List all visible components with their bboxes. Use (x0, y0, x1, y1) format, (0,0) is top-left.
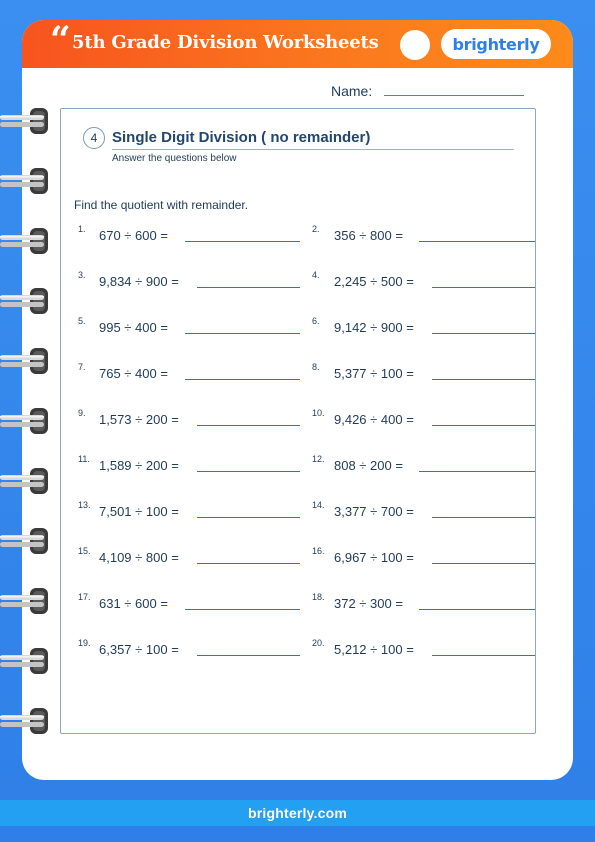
answer-line[interactable] (419, 471, 535, 472)
section-title: Single Digit Division ( no remainder) (112, 129, 371, 146)
answer-line[interactable] (197, 563, 300, 564)
problem-number: 6. (312, 316, 320, 326)
problem-expression: 2,245 ÷ 500 = (334, 274, 414, 289)
problem-item (312, 408, 536, 426)
brighterly-logo (441, 29, 551, 59)
binding-ring (0, 706, 52, 736)
problem-item (78, 224, 308, 242)
problem-number: 15. (78, 546, 91, 556)
answer-line[interactable] (432, 563, 535, 564)
answer-line[interactable] (419, 609, 535, 610)
circle-decoration (400, 30, 430, 60)
problem-number: 2. (312, 224, 320, 234)
binding-ring (0, 406, 52, 436)
footer-bar (0, 800, 595, 826)
problem-number: 1. (78, 224, 86, 234)
problem-number: 3. (78, 270, 86, 280)
binding-ring (0, 226, 52, 256)
answer-line[interactable] (185, 609, 300, 610)
problem-item (78, 500, 308, 518)
binding-ring (0, 646, 52, 676)
problem-item (312, 638, 536, 656)
binding-ring (0, 466, 52, 496)
problem-item (78, 408, 308, 426)
answer-line[interactable] (197, 471, 300, 472)
problem-item (312, 592, 536, 610)
answer-line[interactable] (432, 517, 535, 518)
problem-number: 16. (312, 546, 325, 556)
problem-number: 12. (312, 454, 325, 464)
problem-expression: 9,426 ÷ 400 = (334, 412, 414, 427)
footer-url[interactable]: brighterly.com (247, 805, 347, 821)
instruction-text: Find the quotient with remainder. (74, 198, 249, 212)
problem-expression: 7,501 ÷ 100 = (99, 504, 179, 519)
problem-number: 7. (78, 362, 86, 372)
problem-expression: 5,212 ÷ 100 = (334, 642, 414, 657)
section-number: 4 (83, 127, 105, 149)
problem-expression: 1,589 ÷ 200 = (99, 458, 179, 473)
problem-item (312, 500, 536, 518)
problem-expression: 995 ÷ 400 = (99, 320, 168, 335)
problem-expression: 4,109 ÷ 800 = (99, 550, 179, 565)
problem-number: 19. (78, 638, 91, 648)
name-field[interactable] (384, 95, 524, 96)
problem-item (312, 362, 536, 380)
answer-line[interactable] (432, 333, 535, 334)
problem-number: 13. (78, 500, 91, 510)
worksheet-frame (60, 108, 536, 734)
problem-expression: 808 ÷ 200 = (334, 458, 403, 473)
binding-ring (0, 586, 52, 616)
answer-line[interactable] (197, 425, 300, 426)
problem-item (78, 270, 308, 288)
answer-line[interactable] (185, 241, 300, 242)
problem-expression: 1,573 ÷ 200 = (99, 412, 179, 427)
problem-item (312, 454, 536, 472)
title-divider (112, 149, 514, 150)
answer-line[interactable] (185, 333, 300, 334)
problem-expression: 6,967 ÷ 100 = (334, 550, 414, 565)
quote-icon: “ (50, 20, 71, 61)
problem-item (78, 454, 308, 472)
title-banner (22, 20, 573, 68)
problem-number: 14. (312, 500, 325, 510)
problem-number: 20. (312, 638, 325, 648)
problem-number: 18. (312, 592, 325, 602)
problem-number: 9. (78, 408, 86, 418)
problem-number: 11. (78, 454, 90, 464)
worksheet-title: 5th Grade Division Worksheets (72, 32, 379, 53)
binding-ring (0, 166, 52, 196)
binding-ring (0, 286, 52, 316)
problem-item (78, 316, 308, 334)
binding-ring (0, 526, 52, 556)
answer-line[interactable] (197, 655, 300, 656)
answer-line[interactable] (432, 655, 535, 656)
problem-expression: 9,834 ÷ 900 = (99, 274, 179, 289)
problem-number: 10. (312, 408, 325, 418)
problem-item (312, 270, 536, 288)
worksheet-page (22, 20, 573, 780)
logo-text: brighterly (452, 34, 540, 54)
problem-expression: 765 ÷ 400 = (99, 366, 168, 381)
problem-number: 17. (78, 592, 91, 602)
answer-line[interactable] (432, 425, 535, 426)
answer-line[interactable] (197, 517, 300, 518)
answer-line[interactable] (432, 379, 535, 380)
problem-item (78, 638, 308, 656)
problem-expression: 6,357 ÷ 100 = (99, 642, 179, 657)
problem-number: 8. (312, 362, 320, 372)
answer-line[interactable] (185, 379, 300, 380)
problem-item (312, 224, 536, 242)
problem-expression: 372 ÷ 300 = (334, 596, 403, 611)
problem-expression: 3,377 ÷ 700 = (334, 504, 414, 519)
answer-line[interactable] (432, 287, 535, 288)
problem-item (78, 592, 308, 610)
binding-ring (0, 106, 52, 136)
problem-expression: 5,377 ÷ 100 = (334, 366, 414, 381)
problem-expression: 9,142 ÷ 900 = (334, 320, 414, 335)
problem-item (78, 546, 308, 564)
problem-item (78, 362, 308, 380)
answer-line[interactable] (197, 287, 300, 288)
answer-line[interactable] (419, 241, 535, 242)
problem-item (312, 546, 536, 564)
name-label: Name: (331, 83, 373, 99)
problem-number: 5. (78, 316, 86, 326)
problem-item (312, 316, 536, 334)
problem-expression: 356 ÷ 800 = (334, 228, 403, 243)
section-subtitle: Answer the questions below (112, 153, 237, 164)
problem-number: 4. (312, 270, 320, 280)
binding-ring (0, 346, 52, 376)
problem-expression: 670 ÷ 600 = (99, 228, 168, 243)
problem-expression: 631 ÷ 600 = (99, 596, 168, 611)
